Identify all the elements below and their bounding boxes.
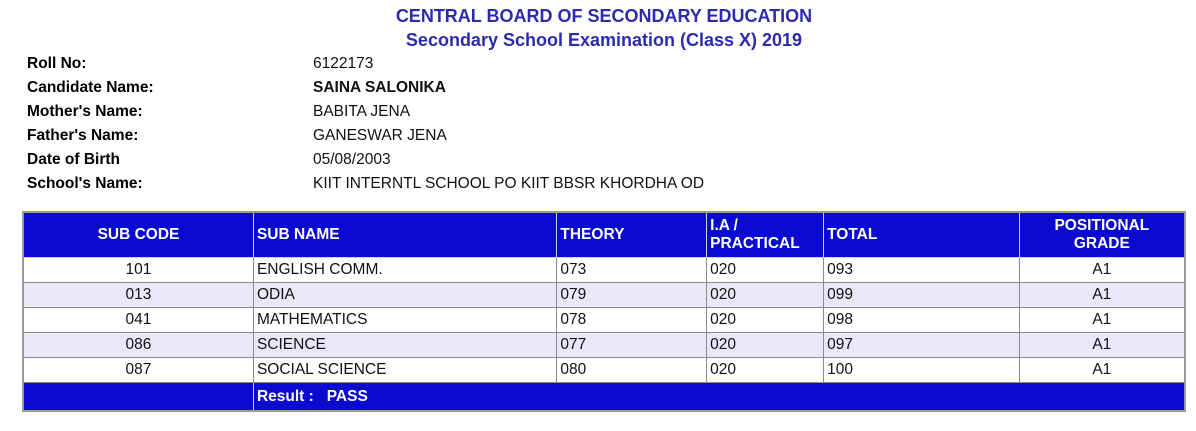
- cell-grade: A1: [1019, 333, 1185, 358]
- cell-ia: 020: [707, 308, 824, 333]
- table-row: [23, 258, 1185, 283]
- cell-sub-name: SCIENCE: [253, 333, 556, 358]
- roll-no-value: 6122173: [313, 55, 374, 72]
- cell-ia: 020: [707, 258, 824, 283]
- dob-label: Date of Birth: [27, 151, 120, 168]
- cell-sub-code: 013: [23, 283, 253, 308]
- result-label: Result :: [256, 387, 314, 405]
- cell-total: 097: [824, 333, 1020, 358]
- candidate-info: [27, 55, 704, 199]
- cell-sub-code: 041: [23, 308, 253, 333]
- cell-total: 100: [824, 358, 1020, 383]
- header-total: TOTAL: [824, 212, 1020, 258]
- cell-grade: A1: [1019, 258, 1185, 283]
- cell-theory: 077: [557, 333, 707, 358]
- mother-name-label: Mother's Name:: [27, 103, 143, 120]
- cell-grade: A1: [1019, 283, 1185, 308]
- cell-total: 099: [824, 283, 1020, 308]
- cell-grade: A1: [1019, 308, 1185, 333]
- father-name-label: Father's Name:: [27, 127, 139, 144]
- info-row-mother-name: [27, 103, 704, 127]
- result-row: [23, 383, 1185, 412]
- cell-ia: 020: [707, 283, 824, 308]
- header-positional-grade: [1019, 212, 1185, 258]
- info-row-school-name: [27, 175, 704, 199]
- table-row: [23, 308, 1185, 333]
- candidate-name-value: SAINA SALONIKA: [313, 79, 446, 96]
- cell-total: 093: [824, 258, 1020, 283]
- cell-theory: 079: [557, 283, 707, 308]
- cell-sub-name: ODIA: [253, 283, 556, 308]
- info-row-father-name: [27, 127, 704, 151]
- info-row-roll-no: [27, 55, 704, 79]
- header-theory: THEORY: [557, 212, 707, 258]
- marks-table: [22, 211, 1186, 412]
- header-grade-line1: POSITIONAL: [1054, 217, 1150, 234]
- header-grade-line2: GRADE: [1073, 235, 1130, 252]
- cell-sub-name: MATHEMATICS: [253, 308, 556, 333]
- dob-value: 05/08/2003: [313, 151, 391, 168]
- board-title: CENTRAL BOARD OF SECONDARY EDUCATION: [395, 6, 813, 26]
- header-ia-line2: PRACTICAL: [710, 235, 800, 252]
- cell-sub-name: ENGLISH COMM.: [253, 258, 556, 283]
- result-cell: [253, 383, 1185, 412]
- result-spacer: [23, 383, 253, 412]
- cell-ia: 020: [707, 333, 824, 358]
- school-name-label: School's Name:: [27, 175, 143, 192]
- header-ia-line1: I.A /: [710, 217, 738, 234]
- cell-grade: A1: [1019, 358, 1185, 383]
- exam-title: Secondary School Examination (Class X) 2019: [405, 30, 803, 50]
- cell-total: 098: [824, 308, 1020, 333]
- cell-ia: 020: [707, 358, 824, 383]
- mother-name-value: BABITA JENA: [313, 103, 411, 120]
- cell-theory: 073: [557, 258, 707, 283]
- header-ia-practical: [707, 212, 824, 258]
- cell-sub-name: SOCIAL SCIENCE: [253, 358, 556, 383]
- cell-sub-code: 101: [23, 258, 253, 283]
- result-value: PASS: [326, 387, 368, 405]
- table-row: [23, 358, 1185, 383]
- info-row-candidate-name: [27, 79, 704, 103]
- cell-sub-code: 086: [23, 333, 253, 358]
- table-header-row: [23, 212, 1185, 258]
- cell-sub-code: 087: [23, 358, 253, 383]
- cell-theory: 078: [557, 308, 707, 333]
- father-name-value: GANESWAR JENA: [313, 127, 447, 144]
- header-sub-name: SUB NAME: [253, 212, 556, 258]
- table-row: [23, 333, 1185, 358]
- table-row: [23, 283, 1185, 308]
- candidate-name-label: Candidate Name:: [27, 79, 154, 96]
- roll-no-label: Roll No:: [27, 55, 87, 72]
- info-row-dob: [27, 151, 704, 175]
- cell-theory: 080: [557, 358, 707, 383]
- header-sub-code: SUB CODE: [23, 212, 253, 258]
- school-name-value: KIIT INTERNTL SCHOOL PO KIIT BBSR KHORDHA OD: [313, 175, 705, 192]
